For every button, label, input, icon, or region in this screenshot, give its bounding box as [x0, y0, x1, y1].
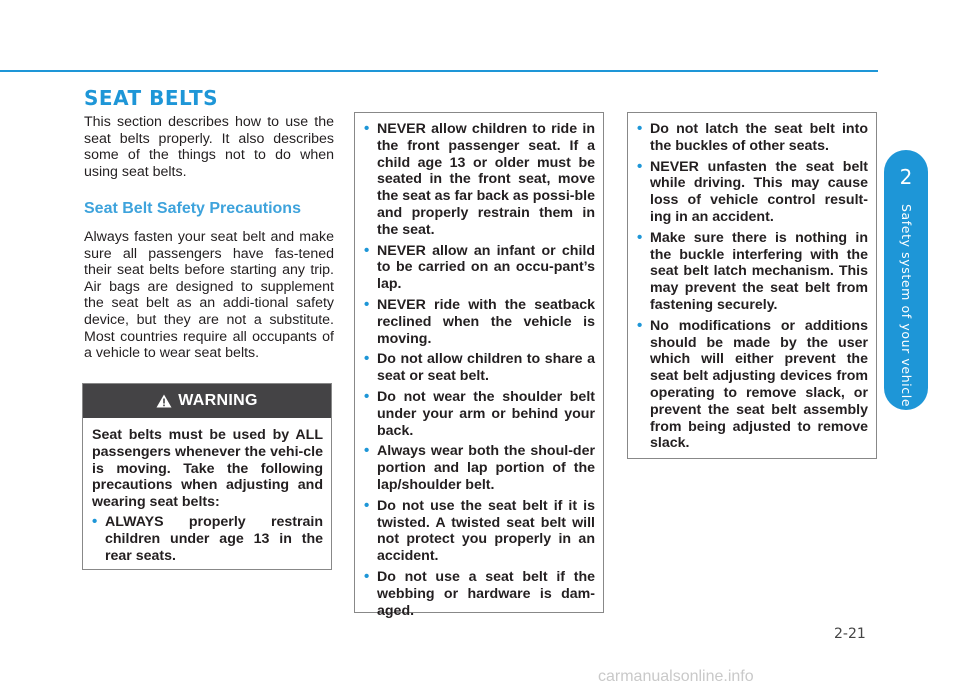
- section-title: SEAT BELTS: [84, 86, 218, 110]
- bullet-icon: •: [364, 567, 370, 585]
- bullet-icon: •: [637, 316, 643, 334]
- intro-paragraph: This section describes how to use the seat belts properly. It also describes some of the things not to do when using seat belts.: [84, 114, 334, 180]
- list-item: • Do not use a seat belt if the webbing or hardware is dam-aged.: [364, 567, 595, 619]
- bullet-icon: •: [364, 241, 370, 259]
- precautions-list-2: [637, 121, 868, 452]
- chapter-title: Safety system of your vehicle: [899, 204, 914, 408]
- subsection-paragraph: Always fasten your seat belt and make sure all passengers have fas-tened their seat belts before starting any trip. Air bags are designed to supplement the seat belt as an addi-tional safety device, but they are not a substitute. Most countries require all occupants of a vehicle to wear seat belts.: [84, 228, 334, 362]
- warning-list: [92, 514, 323, 564]
- warning-box: [82, 383, 332, 570]
- list-item: • Make sure there is nothing in the buckle interfering with the seat belt latch mechanism. This may prevent the seat belt from fastening securely.: [637, 228, 868, 313]
- warning-body: [83, 418, 331, 564]
- chapter-tab: [884, 150, 928, 410]
- precautions-list-1: [364, 121, 595, 619]
- bullet-icon: •: [637, 157, 643, 175]
- list-item: • NEVER allow children to ride in the front passenger seat. If a child age 13 or older must be seated in the front seat, move the seat as far back as possi-ble and properly restrain them in the seat.: [364, 120, 595, 238]
- chapter-number: 2: [899, 165, 913, 189]
- header-rule: [0, 70, 878, 72]
- list-item: • Do not allow children to share a seat or seat belt.: [364, 350, 595, 385]
- list-item: • NEVER ride with the seatback reclined when the vehicle is moving.: [364, 295, 595, 347]
- warning-intro: Seat belts must be used by ALL passengers whenever the vehi-cle is moving. Take the following precautions when adjusting and wearing seat belts:: [92, 427, 323, 511]
- page-number: 2-21: [834, 626, 866, 642]
- subsection-title: Seat Belt Safety Precautions: [84, 200, 301, 218]
- bullet-icon: •: [637, 228, 643, 246]
- list-item: • NEVER allow an infant or child to be carried on an occu-pant’s lap.: [364, 241, 595, 293]
- bullet-icon: •: [364, 295, 370, 313]
- list-item: • Always wear both the shoul-der portion and lap portion of the lap/shoulder belt.: [364, 442, 595, 493]
- bullet-icon: •: [364, 387, 370, 405]
- list-item: • Do not use the seat belt if it is twisted. A twisted seat belt will not protect you properly in an accident.: [364, 496, 595, 565]
- list-item: • ALWAYS properly restrain children under age 13 in the rear seats.: [92, 512, 323, 564]
- warning-header: [83, 384, 331, 418]
- bullet-icon: •: [364, 120, 370, 137]
- warning-triangle-icon: [156, 394, 172, 408]
- bullet-icon: •: [364, 496, 370, 514]
- list-item: • NEVER unfasten the seat belt while driving. This may cause loss of vehicle control result-ing in an accident.: [637, 157, 868, 225]
- list-item: • Do not latch the seat belt into the buckles of other seats.: [637, 120, 868, 154]
- bullet-icon: •: [92, 512, 98, 530]
- bullet-icon: •: [637, 120, 643, 137]
- precautions-box-2: [627, 112, 877, 459]
- precautions-box-1: [354, 112, 604, 619]
- list-item: • No modifications or additions should be made by the user which will either prevent the seat belt adjusting devices from operating to remove slack, or prevent the seat belt assembly from being adjusted to remove slack.: [637, 316, 868, 452]
- bullet-icon: •: [364, 442, 370, 460]
- bullet-icon: •: [364, 350, 370, 368]
- watermark: carmanualsonline.info: [598, 668, 754, 685]
- warning-label: WARNING: [178, 392, 258, 409]
- list-item: • Do not wear the shoulder belt under your arm or behind your back.: [364, 387, 595, 439]
- intro-column: [84, 114, 334, 362]
